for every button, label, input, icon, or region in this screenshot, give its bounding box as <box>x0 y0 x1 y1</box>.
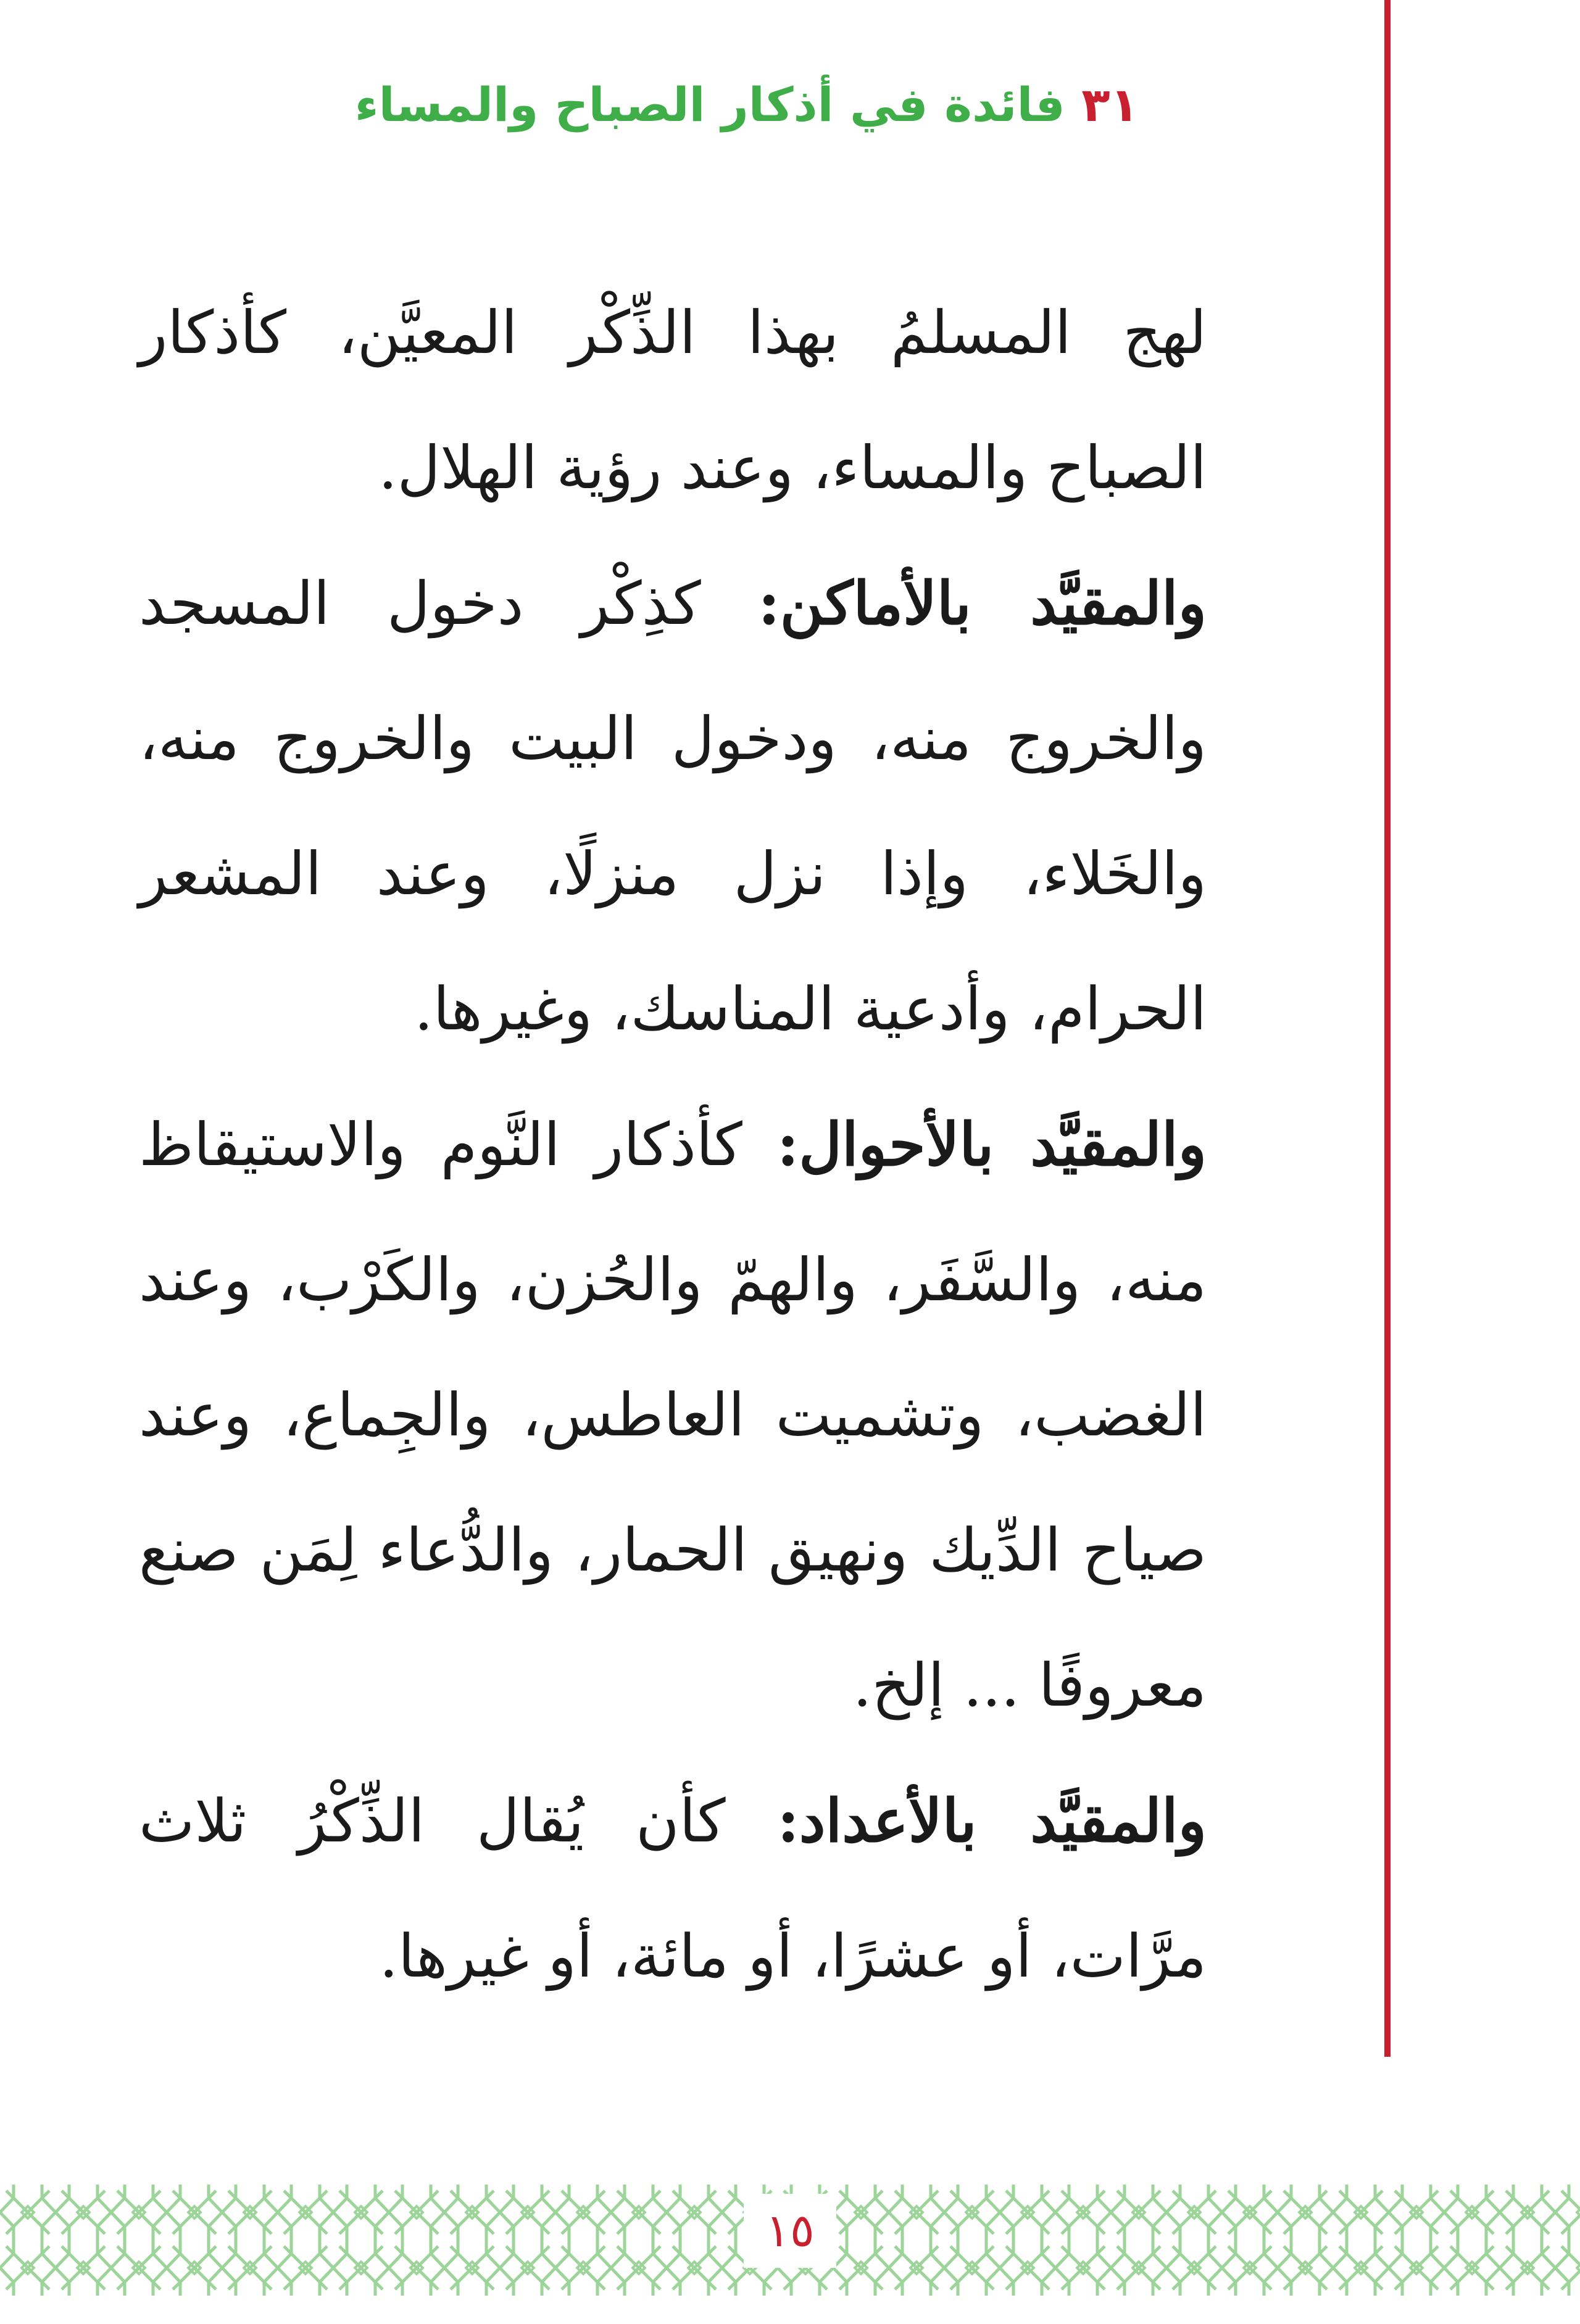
paragraph-text: لهج المسلمُ بهذا الذِّكْر المعيَّن، كأذكار الصباح والمساء، وعند رؤية الهلال. <box>139 298 1207 502</box>
paragraph-text: كأن يُقال الذِّكْرُ ثلاث مرَّات، أو عشرًا، أو مائة، أو غيرها. <box>139 1787 1207 1991</box>
paragraph-lead: والمقيَّد بالأحوال: <box>776 1110 1207 1179</box>
paragraph-intro <box>139 265 1207 536</box>
page-number: ١٥ <box>744 2194 836 2268</box>
page-body <box>139 265 1207 2024</box>
paragraph-counts <box>139 1753 1207 2024</box>
paragraph-places <box>139 536 1207 1077</box>
paragraph-lead: والمقيَّد بالأعداد: <box>777 1786 1207 1856</box>
paragraph-lead: والمقيَّد بالأماكن: <box>758 568 1207 638</box>
header-number: ٣١ <box>1081 77 1139 132</box>
paragraph-text: كأذكار النَّوم والاستيقاظ منه، والسَّفَر، والهمّ والحُزن، والكَرْب، وعند الغضب، وتشميت العاطس، والجِماع، وعند صياح الدِّيك ونهيق الحمار، والدُّعاء لِمَن صنع معروفًا ... إلخ. <box>139 1110 1207 1720</box>
header-title: فائدة في أذكار الصباح والمساء <box>354 77 1065 132</box>
margin-rule <box>1384 0 1391 2057</box>
paragraph-text: كذِكْر دخول المسجد والخروج منه، ودخول البيت والخروج منه، والخَلاء، وإذا نزل منزلًا، وعند المشعر الحرام، وأدعية المناسك، وغيرها. <box>139 569 1207 1044</box>
running-header <box>355 74 1139 136</box>
paragraph-states <box>139 1077 1207 1753</box>
